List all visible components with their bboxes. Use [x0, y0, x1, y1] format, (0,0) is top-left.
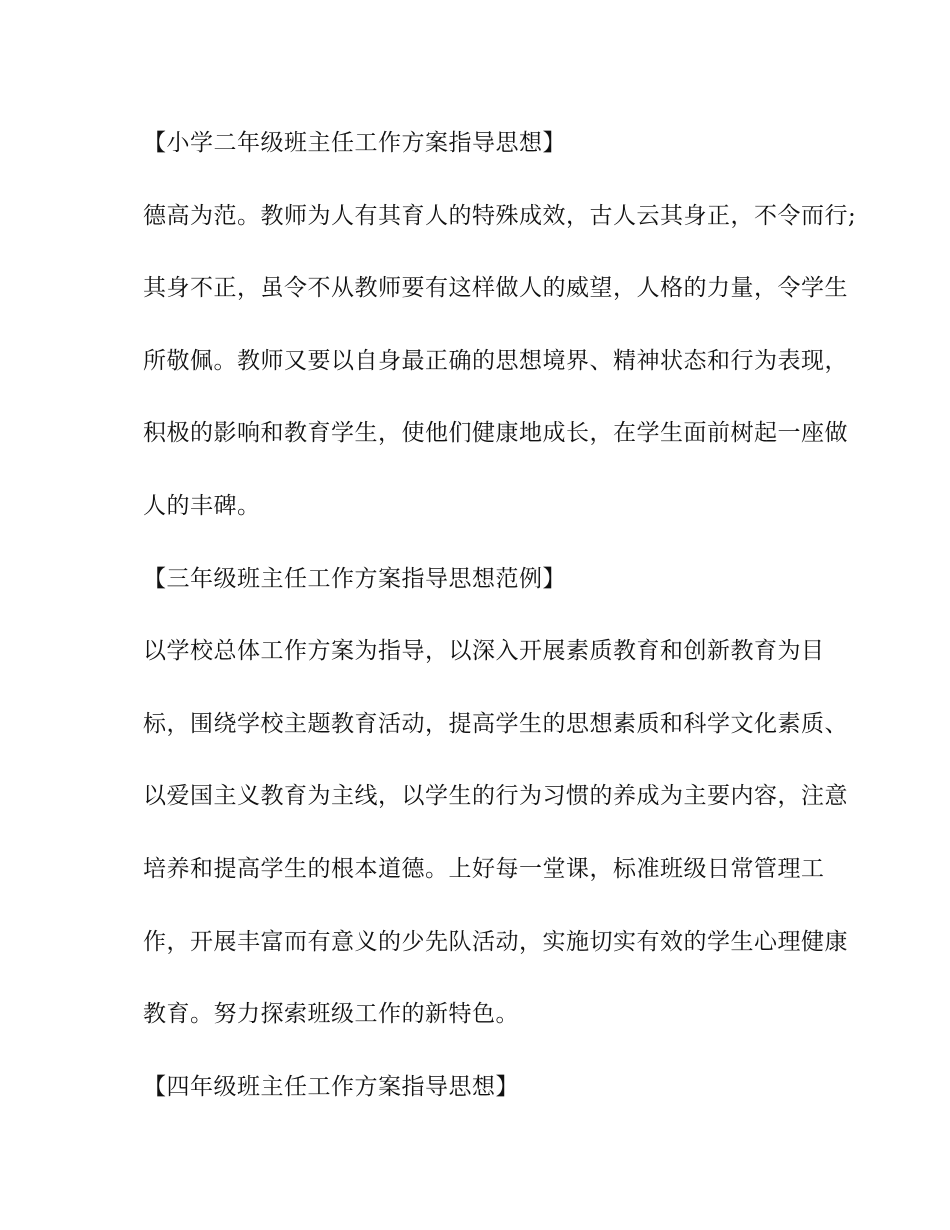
paragraph-line: 以爱国主义教育为主线，以学生的行为习惯的养成为主要内容，注意: [143, 783, 848, 809]
paragraph-line: 标，围绕学校主题教育活动，提高学生的思想素质和科学文化素质、: [143, 711, 848, 737]
paragraph-line: 积极的影响和教育学生，使他们健康地成长，在学生面前树起一座做: [143, 420, 848, 446]
section-heading-grade-2: 【小学二年级班主任工作方案指导思想】: [143, 130, 566, 156]
paragraph-line: 其身不正，虽令不从教师要有这样做人的威望，人格的力量，令学生: [143, 275, 848, 301]
paragraph-line: 作，开展丰富而有意义的少先队活动，实施切实有效的学生心理健康: [143, 929, 848, 955]
paragraph-line: 人的丰碑。: [143, 493, 261, 519]
paragraph-line: 培养和提高学生的根本道德。上好每一堂课，标准班级日常管理工: [143, 856, 825, 882]
section-heading-grade-3: 【三年级班主任工作方案指导思想范例】: [143, 566, 566, 592]
paragraph-line: 所敬佩。教师又要以自身最正确的思想境界、精神状态和行为表现，: [143, 348, 848, 374]
paragraph-line: 德高为范。教师为人有其育人的特殊成效，古人云其身正，不令而行;: [143, 203, 857, 229]
section-heading-grade-4: 【四年级班主任工作方案指导思想】: [143, 1074, 519, 1100]
paragraph-line: 教育。努力探索班级工作的新特色。: [143, 1001, 519, 1027]
paragraph-line: 以学校总体工作方案为指导，以深入开展素质教育和创新教育为目: [143, 638, 825, 664]
